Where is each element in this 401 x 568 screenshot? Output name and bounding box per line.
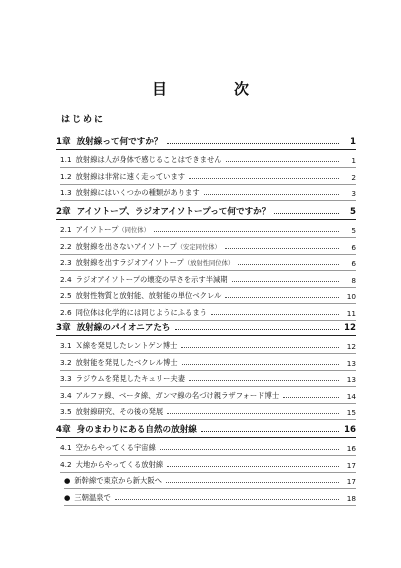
- dot-leader: [232, 281, 339, 282]
- section-number: 4.1: [60, 443, 72, 452]
- section-label: ラジオアイソトープの壊変の早さを示す半減期: [75, 274, 228, 284]
- dot-leader: [283, 397, 339, 398]
- chapter-title: [56, 205, 270, 217]
- dot-leader: [201, 431, 339, 432]
- dot-leader: [181, 347, 339, 348]
- dot-leader: [189, 380, 339, 381]
- chapter-number: 2章: [56, 207, 71, 217]
- section-rule: [64, 488, 356, 489]
- toc-section-entry[interactable]: [60, 290, 356, 301]
- dot-leader: [274, 213, 339, 214]
- section-number: 2.1: [60, 225, 72, 234]
- section-label: 三朝温泉で: [74, 492, 111, 502]
- section-note: （安定同位体）: [176, 243, 221, 251]
- section-number: 2.5: [60, 291, 72, 301]
- page-number: 16: [344, 425, 356, 435]
- toc-section-entry[interactable]: [60, 390, 356, 401]
- page-number: 14: [346, 391, 356, 401]
- section-rule: [60, 370, 356, 371]
- toc-section-entry[interactable]: [60, 257, 356, 268]
- section-number: 4.2: [60, 459, 72, 469]
- toc-section-entry[interactable]: [60, 241, 356, 252]
- section-title: [60, 188, 200, 198]
- chapter-label: 放射線のパイオニアたち: [76, 323, 171, 333]
- section-rule: [60, 455, 356, 456]
- section-number: 1.3: [60, 188, 72, 198]
- section-rule: [60, 386, 356, 387]
- chapter-label: 身のまわりにある自然の放射線: [76, 425, 197, 435]
- section-rule: [60, 270, 356, 271]
- section-label: 同位体は化学的には同じようにふるまう: [75, 308, 207, 317]
- section-number: 2.3: [60, 258, 72, 268]
- section-number: 1.1: [60, 155, 72, 164]
- section-label: 放射能を発見したベクレル博士: [75, 357, 178, 367]
- section-title: [60, 460, 163, 470]
- section-rule: [60, 419, 356, 420]
- section-number: 1.2: [60, 171, 72, 181]
- page-number: 5: [350, 207, 356, 217]
- section-label: 放射線は人が身体で感じることはできません: [75, 155, 222, 164]
- chapter-title: [56, 321, 171, 333]
- dot-leader: [189, 178, 339, 179]
- section-label: 放射線は非常に速く走っています: [75, 171, 186, 181]
- dot-leader: [167, 143, 339, 144]
- bullet-icon: ●: [64, 476, 71, 486]
- toc-chapter-entry[interactable]: [56, 423, 356, 435]
- page-number: 6: [351, 259, 356, 269]
- toc-section-entry[interactable]: [60, 406, 356, 417]
- section-title: [60, 258, 234, 268]
- page-number: 17: [346, 460, 356, 470]
- section-rule: [60, 200, 356, 201]
- section-rule: [60, 353, 356, 354]
- dot-leader: [160, 449, 339, 450]
- dot-leader: [166, 482, 339, 483]
- page-number: 17: [346, 477, 356, 487]
- section-label: Ｘ線を発見したレントゲン博士: [75, 341, 178, 350]
- section-title: [60, 374, 185, 384]
- chapter-label: アイソトープ、ラジオアイソトープって何ですか？: [76, 207, 271, 217]
- section-note: （同位体）: [118, 227, 150, 234]
- chapter-number: 1章: [56, 137, 71, 147]
- page-number: 16: [346, 444, 356, 453]
- toc-section-entry[interactable]: [64, 492, 356, 503]
- toc-section-entry[interactable]: [60, 357, 356, 368]
- toc-intro-entry[interactable]: はじめに: [61, 115, 106, 125]
- toc-chapter-entry[interactable]: [56, 135, 356, 147]
- chapter-rule: [56, 149, 356, 150]
- toc-chapter-entry[interactable]: [56, 205, 356, 217]
- section-number: 2.6: [60, 308, 72, 317]
- chapter-rule: [56, 219, 356, 220]
- chapter-label: 放射線って何ですか？: [76, 137, 163, 147]
- page-number: 13: [346, 375, 356, 385]
- dot-leader: [167, 466, 339, 467]
- toc-section-entry[interactable]: [60, 187, 356, 198]
- section-label: 放射線研究、その後の発展: [75, 407, 164, 417]
- section-label: ラジウムを発見したキュリー夫妻: [75, 374, 185, 384]
- section-title: [60, 391, 279, 401]
- page-number: 5: [351, 226, 356, 235]
- section-rule: [60, 403, 356, 404]
- section-number: 3.2: [60, 357, 72, 367]
- section-label: 放射線を出さないアイソトープ: [75, 241, 177, 251]
- dot-leader: [226, 161, 339, 162]
- section-title: [60, 172, 185, 182]
- bullet-icon: ●: [64, 492, 71, 502]
- dot-leader: [204, 194, 339, 195]
- section-rule: [60, 303, 356, 304]
- section-title: [60, 291, 221, 301]
- dot-leader: [211, 314, 339, 315]
- section-title: [60, 308, 207, 318]
- section-title: [60, 407, 163, 417]
- page-title: 目 次: [151, 80, 275, 98]
- toc-section-entry[interactable]: [64, 475, 356, 486]
- toc-section-entry[interactable]: [60, 373, 356, 384]
- page-number: 8: [351, 275, 356, 285]
- page-number: 15: [346, 408, 356, 418]
- section-label: 空からやってくる宇宙線: [75, 443, 156, 452]
- section-title: [60, 242, 221, 252]
- section-note: （放射性同位体）: [183, 260, 235, 268]
- section-rule: [64, 505, 356, 506]
- dot-leader: [167, 413, 339, 414]
- toc-section-entry[interactable]: [60, 171, 356, 182]
- section-rule: [60, 472, 356, 473]
- section-rule: [60, 254, 356, 255]
- dot-leader: [154, 231, 339, 232]
- section-title: [64, 493, 111, 503]
- chapter-number: 3章: [56, 323, 71, 333]
- section-title: [60, 275, 228, 285]
- page-number: 10: [346, 292, 356, 302]
- page-number: 3: [351, 189, 356, 199]
- section-title: [60, 443, 156, 453]
- section-title: [60, 225, 150, 235]
- page-number: 18: [346, 493, 356, 503]
- toc-section-entry[interactable]: [60, 459, 356, 470]
- section-number: 2.4: [60, 274, 72, 284]
- chapter-rule: [56, 437, 356, 438]
- page-number: 12: [346, 342, 356, 351]
- section-title: [64, 476, 162, 486]
- page-number: 1: [351, 156, 356, 165]
- section-label: 新幹線で東京から新大阪へ: [74, 476, 162, 486]
- chapter-title: [56, 423, 197, 435]
- section-label: アイソトープ: [75, 225, 119, 234]
- page-number: 1: [350, 137, 356, 147]
- section-rule: [60, 184, 356, 185]
- toc-section-entry[interactable]: [60, 442, 356, 453]
- dot-leader: [175, 329, 339, 330]
- dot-leader: [225, 248, 339, 249]
- section-label: 放射性物質と放射能、放射能の単位ベクレル: [75, 291, 222, 301]
- toc-chapter-entry[interactable]: [56, 321, 356, 333]
- section-rule: [60, 167, 356, 168]
- toc-section-entry[interactable]: [60, 274, 356, 285]
- page-number: 13: [346, 358, 356, 368]
- page-number: 12: [344, 323, 356, 333]
- section-title: [60, 341, 177, 351]
- dot-leader: [238, 264, 339, 265]
- dot-leader: [225, 297, 339, 298]
- section-number: 3.3: [60, 374, 72, 384]
- section-rule: [60, 287, 356, 288]
- section-number: 3.5: [60, 407, 72, 417]
- section-title: [60, 155, 222, 165]
- page-number: 11: [346, 309, 356, 318]
- toc-section-entry[interactable]: [60, 154, 356, 165]
- section-label: 放射線を出すラジオアイソトープ: [75, 258, 184, 268]
- section-rule: [60, 237, 356, 238]
- section-label: 大地からやってくる放射線: [75, 459, 164, 469]
- section-title: [60, 358, 178, 368]
- toc-section-entry[interactable]: [60, 340, 356, 351]
- chapter-title: [56, 135, 163, 147]
- chapter-number: 4章: [56, 425, 71, 435]
- section-number: 3.1: [60, 341, 72, 350]
- dot-leader: [182, 364, 339, 365]
- section-number: 2.2: [60, 241, 72, 251]
- chapter-rule: [56, 335, 356, 336]
- section-label: アルファ線、ベータ線、ガンマ線の名づけ親ラザフォード博士: [75, 390, 280, 400]
- section-number: 3.4: [60, 390, 72, 400]
- toc-section-entry[interactable]: [60, 307, 356, 318]
- section-label: 放射線にはいくつかの種類があります: [75, 188, 200, 198]
- toc-section-entry[interactable]: [60, 224, 356, 235]
- page-number: 2: [351, 172, 356, 182]
- page-number: 6: [351, 242, 356, 252]
- dot-leader: [115, 499, 339, 500]
